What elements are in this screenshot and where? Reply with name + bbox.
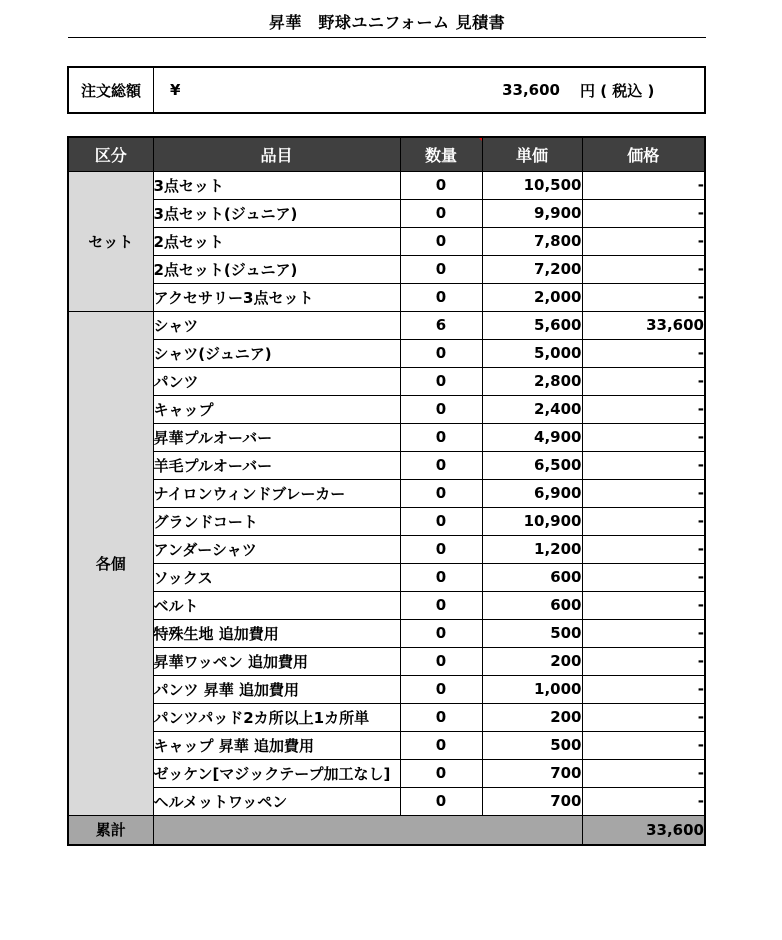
quantity-cell[interactable]: 0 [400,535,482,563]
header-price: 価格 [582,137,705,171]
item-cell: シャツ [153,311,400,339]
item-cell: 昇華ワッペン 追加費用 [153,647,400,675]
table-row [68,255,705,283]
total-spacer [153,815,582,845]
table-row [68,535,705,563]
unit-price-cell: 1,200 [482,535,582,563]
table-row [68,647,705,675]
item-cell: 2点セット(ジュニア) [153,255,400,283]
table-row [68,367,705,395]
quantity-cell[interactable]: 0 [400,731,482,759]
quantity-cell[interactable]: 0 [400,563,482,591]
item-cell: 羊毛プルオーバー [153,451,400,479]
price-cell: - [582,619,705,647]
item-cell: 特殊生地 追加費用 [153,619,400,647]
quantity-cell[interactable]: 0 [400,283,482,311]
item-cell: パンツ [153,367,400,395]
title-divider [68,37,706,38]
quantity-cell[interactable]: 0 [400,787,482,815]
table-row [68,227,705,255]
table-row [68,703,705,731]
header-unit-price: 単価 [482,137,582,171]
header-category: 区分 [68,137,153,171]
quantity-cell[interactable]: 6 [400,311,482,339]
table-row [68,507,705,535]
unit-price-cell: 2,800 [482,367,582,395]
quantity-cell[interactable]: 0 [400,451,482,479]
table-row [68,395,705,423]
item-cell: 3点セット [153,171,400,199]
item-cell: 昇華プルオーバー [153,423,400,451]
unit-price-cell: 7,200 [482,255,582,283]
order-total-unit: 円 ( 税込 ) [580,81,655,100]
unit-price-cell: 10,900 [482,507,582,535]
table-row [68,283,705,311]
table-body [68,171,705,815]
category-cell: 各個 [68,311,153,815]
unit-price-cell: 2,400 [482,395,582,423]
item-cell: 2点セット [153,227,400,255]
table-row [68,451,705,479]
item-cell: ゼッケン[マジックテープ加工なし] [153,759,400,787]
price-cell: - [582,535,705,563]
item-cell: アンダーシャツ [153,535,400,563]
item-cell: シャツ(ジュニア) [153,339,400,367]
price-cell: - [582,479,705,507]
item-cell: ヘルメットワッペン [153,787,400,815]
item-cell: キャップ 昇華 追加費用 [153,731,400,759]
table-row [68,787,705,815]
item-cell: アクセサリー3点セット [153,283,400,311]
quantity-cell[interactable]: 0 [400,199,482,227]
unit-price-cell: 600 [482,591,582,619]
table-row [68,479,705,507]
price-cell: - [582,675,705,703]
price-cell: - [582,227,705,255]
unit-price-cell: 7,800 [482,227,582,255]
header-quantity-label: 数量 [424,145,457,165]
order-total-label: 注文総額 [69,68,154,112]
price-cell: - [582,759,705,787]
price-cell: - [582,451,705,479]
quantity-cell[interactable]: 0 [400,759,482,787]
unit-price-cell: 700 [482,787,582,815]
quantity-cell[interactable]: 0 [400,171,482,199]
price-cell: - [582,395,705,423]
unit-price-cell: 500 [482,731,582,759]
page-title: 昇華 野球ユニフォーム 見積書 [268,13,506,32]
quantity-cell[interactable]: 0 [400,507,482,535]
item-cell: ソックス [153,563,400,591]
price-cell: - [582,563,705,591]
price-cell: - [582,339,705,367]
order-total-box [67,66,706,114]
quantity-cell[interactable]: 0 [400,255,482,283]
table-row [68,339,705,367]
item-cell: グランドコート [153,507,400,535]
unit-price-cell: 600 [482,563,582,591]
quantity-cell[interactable]: 0 [400,227,482,255]
price-cell: - [582,591,705,619]
quantity-cell[interactable]: 0 [400,367,482,395]
quantity-cell[interactable]: 0 [400,479,482,507]
quantity-cell[interactable]: 0 [400,619,482,647]
price-cell: - [582,283,705,311]
unit-price-cell: 4,900 [482,423,582,451]
unit-price-cell: 10,500 [482,171,582,199]
item-cell: パンツ 昇華 追加費用 [153,675,400,703]
unit-price-cell: 9,900 [482,199,582,227]
unit-price-cell: 2,000 [482,283,582,311]
item-cell: 3点セット(ジュニア) [153,199,400,227]
table-row [68,171,705,199]
quantity-cell[interactable]: 0 [400,703,482,731]
table-row [68,311,705,339]
total-row [68,815,705,845]
table-row [68,731,705,759]
quantity-cell[interactable]: 0 [400,395,482,423]
item-cell: パンツパッド2カ所以上1カ所単 [153,703,400,731]
price-cell: - [582,199,705,227]
unit-price-cell: 6,900 [482,479,582,507]
unit-price-cell: 6,500 [482,451,582,479]
table-row [68,619,705,647]
price-cell: - [582,423,705,451]
total-amount[interactable]: 33,600 [582,815,705,845]
unit-price-cell: 5,000 [482,339,582,367]
quote-table [67,136,706,846]
table-row [68,199,705,227]
price-cell: 33,600 [582,311,705,339]
price-cell: - [582,171,705,199]
quantity-cell[interactable]: 0 [400,423,482,451]
header-item: 品目 [153,137,400,171]
unit-price-cell: 200 [482,703,582,731]
unit-price-cell: 200 [482,647,582,675]
price-cell: - [582,787,705,815]
quantity-cell[interactable]: 0 [400,675,482,703]
currency-symbol: ¥ [170,81,181,99]
category-cell: セット [68,171,153,311]
table-row [68,759,705,787]
price-cell: - [582,647,705,675]
table-row [68,423,705,451]
table-row [68,675,705,703]
item-cell: ベルト [153,591,400,619]
price-cell: - [582,507,705,535]
order-total-amount[interactable]: 33,600 [502,81,560,99]
price-cell: - [582,255,705,283]
price-cell: - [582,731,705,759]
item-cell: キャップ [153,395,400,423]
price-cell: - [582,703,705,731]
item-cell: ナイロンウィンドブレーカー [153,479,400,507]
unit-price-cell: 5,600 [482,311,582,339]
quantity-cell[interactable]: 0 [400,647,482,675]
price-cell: - [582,367,705,395]
table-row [68,591,705,619]
unit-price-cell: 1,000 [482,675,582,703]
unit-price-cell: 500 [482,619,582,647]
total-label: 累計 [68,815,153,845]
unit-price-cell: 700 [482,759,582,787]
quantity-cell[interactable]: 0 [400,591,482,619]
table-row [68,563,705,591]
quantity-cell[interactable]: 0 [400,339,482,367]
header-quantity [400,137,482,171]
table-header-row [68,137,705,171]
